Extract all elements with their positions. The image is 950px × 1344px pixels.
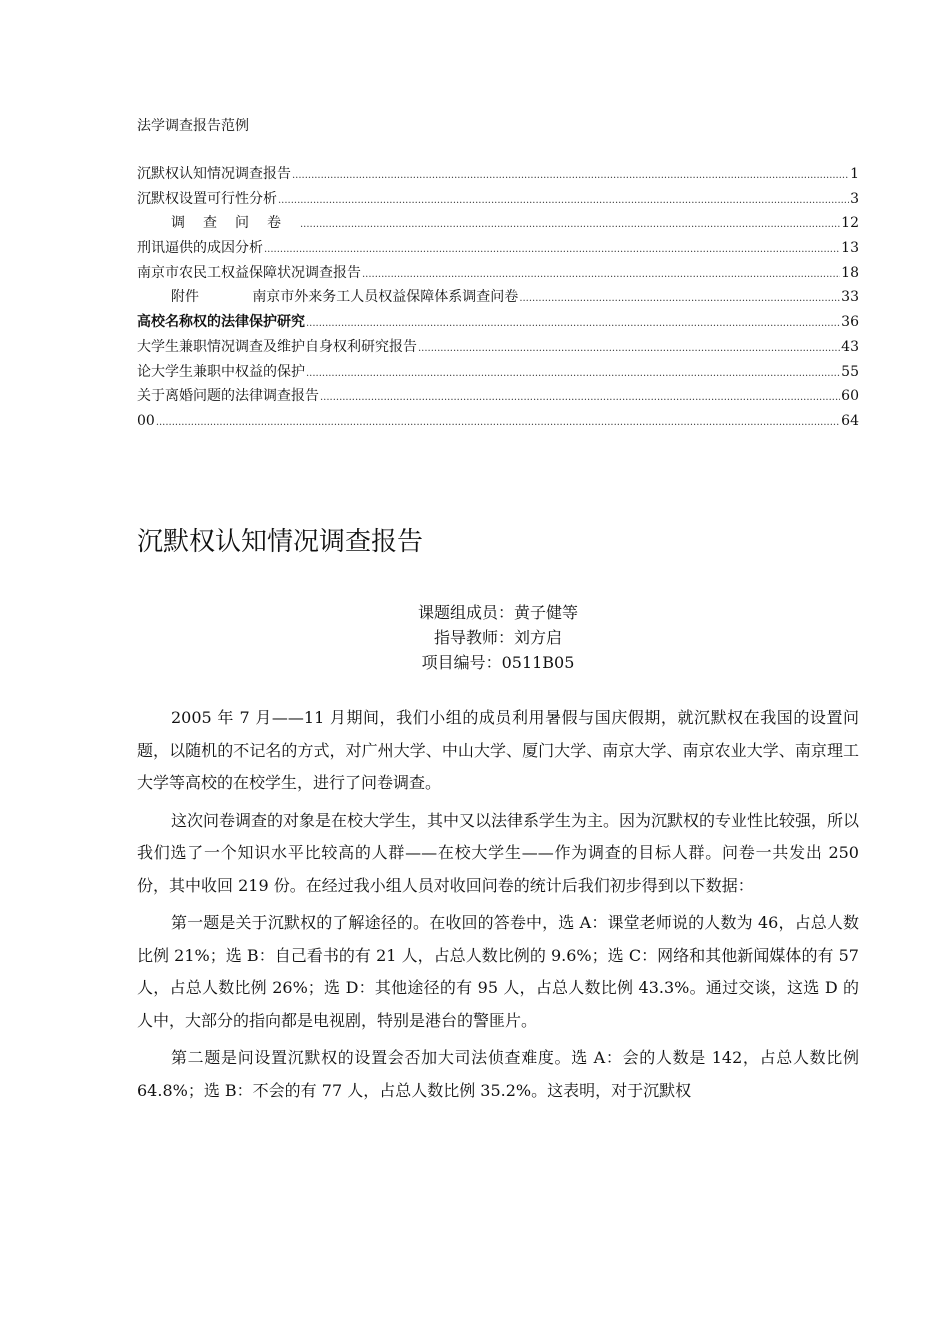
toc-dot-leader — [156, 411, 840, 433]
toc-entry-title: 沉默权设置可行性分析 — [137, 190, 277, 207]
body-paragraph: 第二题是问设置沉默权的设置会否加大司法侦查难度。选 A：会的人数是 142，占总人数比例 64.8%；选 B：不会的有 77 人，占总人数比例 35.2%。这表明，对于沉默权 — [137, 1048, 859, 1100]
toc-entry[interactable] — [137, 386, 859, 411]
toc-entry[interactable] — [137, 238, 859, 263]
toc-entry-title: 南京市外来务工人员权益保障体系调查问卷 — [252, 289, 519, 306]
toc-dot-leader — [292, 164, 849, 186]
toc-entry[interactable] — [137, 263, 859, 288]
toc-entry-page: 18 — [841, 264, 859, 281]
toc-entry-page: 33 — [841, 289, 859, 306]
report-members: 课题组成员：黄子健等 — [417, 603, 578, 622]
toc-dot-leader — [519, 287, 840, 309]
toc-entry-page: 36 — [841, 314, 859, 331]
report-meta — [0, 600, 950, 675]
document-label: 法学调查报告范例 — [137, 118, 249, 134]
toc-entry-page: 43 — [841, 338, 859, 355]
toc-entry-page: 1 — [850, 166, 859, 182]
toc-entry-title: 论大学生兼职中权益的保护 — [137, 363, 305, 380]
toc-dot-leader — [418, 337, 840, 359]
toc-dot-leader — [264, 238, 840, 260]
toc-dot-leader — [362, 263, 840, 285]
toc-entry[interactable] — [137, 287, 859, 312]
toc-entry-page: 60 — [841, 388, 859, 405]
toc-entry[interactable] — [137, 189, 859, 214]
toc-entry-title: 高校名称权的法律保护研究 — [137, 314, 305, 331]
report-title: 沉默权认知情况调查报告 — [137, 527, 424, 557]
toc-entry-page: 3 — [850, 190, 859, 207]
toc-dot-leader — [300, 213, 840, 235]
report-body — [137, 702, 859, 1112]
toc-dot-leader — [306, 312, 840, 334]
toc-entry-title: 关于离婚问题的法律调查报告 — [137, 388, 319, 405]
toc-entry-title: 00 — [137, 412, 155, 429]
toc-entry-prefix: 附件 — [171, 289, 199, 306]
toc-dot-leader — [320, 386, 840, 408]
table-of-contents — [137, 164, 859, 436]
toc-entry[interactable] — [137, 337, 859, 362]
report-advisor: 指导教师：刘方启 — [433, 628, 562, 647]
toc-entry-page: 64 — [841, 412, 859, 429]
toc-entry-title: 调查问卷 — [171, 215, 299, 232]
body-paragraph: 第一题是关于沉默权的了解途径的。在收回的答卷中，选 A：课堂老师说的人数为 46，占总人数比例 21%；选 B：自己看书的有 21 人，占总人数比例的 9.6%；选 C：网络和其他新闻媒体的有 57 人，占总人数比例 26%；选 D：其他途径的有 95 人，占总人数比例 43.3%。通过交谈，这选 D 的人中，大部分的指向都是电视剧，特别是港台的警匪片。 — [137, 913, 859, 1030]
toc-entry-page: 55 — [841, 363, 859, 380]
toc-entry-title: 南京市农民工权益保障状况调查报告 — [137, 264, 361, 281]
toc-entry[interactable] — [137, 362, 859, 387]
toc-dot-leader — [306, 362, 840, 384]
report-project-number: 项目编号：0511B05 — [421, 653, 575, 672]
toc-entry-title: 沉默权认知情况调查报告 — [137, 166, 291, 182]
toc-entry-page: 13 — [841, 240, 859, 257]
toc-entry[interactable] — [137, 164, 859, 189]
toc-entry-page: 12 — [841, 215, 859, 232]
body-paragraph: 2005 年 7 月——11 月期间，我们小组的成员利用暑假与国庆假期，就沉默权在我国的设置问题，以随机的不记名的方式，对广州大学、中山大学、厦门大学、南京大学、南京农业大学、南京理工大学等高校的在校学生，进行了问卷调查。 — [137, 708, 859, 792]
body-paragraph: 这次问卷调查的对象是在校大学生，其中又以法律系学生为主。因为沉默权的专业性比较强，所以我们选了一个知识水平比较高的人群——在校大学生——作为调查的目标人群。问卷一共发出 250 份，其中收回 219 份。在经过我小组人员对收回问卷的统计后我们初步得到以下数据： — [137, 810, 860, 895]
toc-entry-title: 刑讯逼供的成因分析 — [137, 240, 263, 257]
toc-entry[interactable] — [137, 213, 859, 238]
toc-entry[interactable] — [137, 411, 859, 436]
toc-entry[interactable] — [137, 312, 859, 337]
toc-dot-leader — [278, 189, 849, 211]
toc-entry-title: 大学生兼职情况调查及维护自身权利研究报告 — [137, 338, 417, 355]
